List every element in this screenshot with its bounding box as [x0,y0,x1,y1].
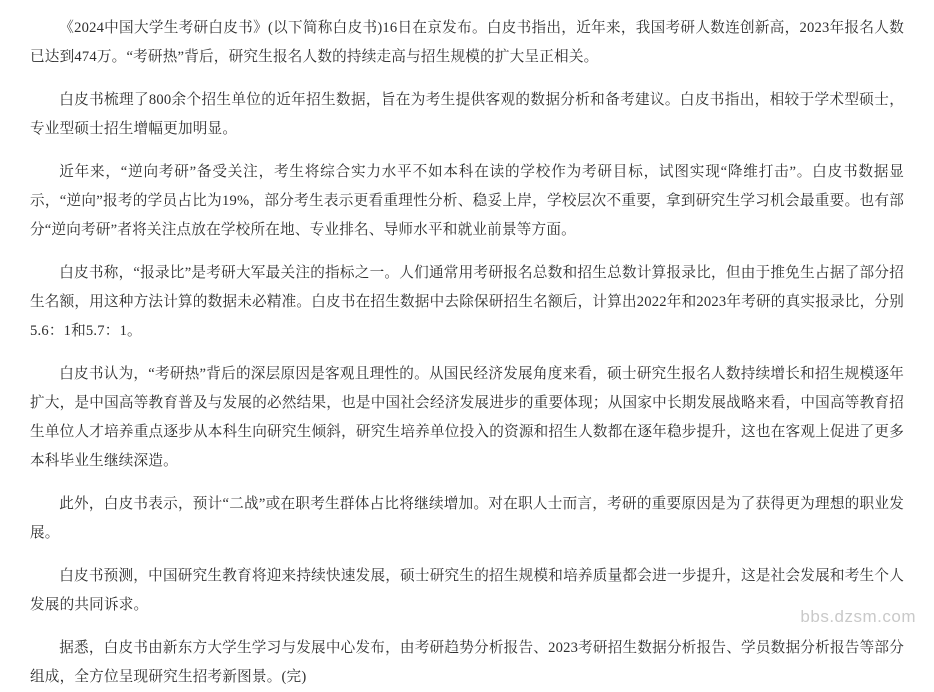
article-paragraph: 据悉，白皮书由新东方大学生学习与发展中心发布，由考研趋势分析报告、2023考研招生数据分析报告、学员数据分析报告等部分组成，全方位呈现研究生招考新图景。(完) [30,640,904,685]
site-watermark: bbs.dzsm.com [800,607,916,626]
article-paragraph: 此外，白皮书表示，预计“二战”或在职考生群体占比将继续增加。对在职人士而言，考研的重要原因是为了获得更为理想的职业发展。 [30,496,904,541]
article-paragraph: 白皮书预测，中国研究生教育将迎来持续快速发展，硕士研究生的招生规模和培养质量都会进一步提升，这是社会发展和考生个人发展的共同诉求。 [30,568,904,613]
article-paragraph: 白皮书认为，“考研热”背后的深层原因是客观且理性的。从国民经济发展角度来看，硕士研究生报名人数持续增长和招生规模逐年扩大，是中国高等教育普及与发展的必然结果，也是中国社会经济发展进步的重要体现；从国家中长期发展战略来看，中国高等教育招生单位人才培养重点逐步从本科生向研究生倾斜，研究生培养单位投入的资源和招生人数都在逐年稳步提升，这也在客观上促进了更多本科毕业生继续深造。 [30,366,904,469]
article-paragraph: 近年来，“逆向考研”备受关注，考生将综合实力水平不如本科在读的学校作为考研目标，试图实现“降维打击”。白皮书数据显示，“逆向”报考的学员占比为19%，部分考生表示更看重理性分析、稳妥上岸，学校层次不重要，拿到研究生学习机会最重要。也有部分“逆向考研”者将关注点放在学校所在地、专业排名、导师水平和就业前景等方面。 [30,164,904,238]
article-paragraph: 《2024中国大学生考研白皮书》(以下简称白皮书)16日在京发布。白皮书指出，近年来，我国考研人数连创新高，2023年报名人数已达到474万。“考研热”背后，研究生报名人数的持续走高与招生规模的扩大呈正相关。 [30,20,904,65]
article-paragraph: 白皮书称，“报录比”是考研大军最关注的指标之一。人们通常用考研报名总数和招生总数计算报录比，但由于推免生占据了部分招生名额，用这种方法计算的数据未必精准。白皮书在招生数据中去除保研招生名额后，计算出2022年和2023年考研的真实报录比，分别5.6：1和5.7：1。 [30,265,904,339]
article-paragraph: 白皮书梳理了800余个招生单位的近年招生数据，旨在为考生提供客观的数据分析和备考建议。白皮书指出，相较于学术型硕士，专业型硕士招生增幅更加明显。 [30,92,904,137]
